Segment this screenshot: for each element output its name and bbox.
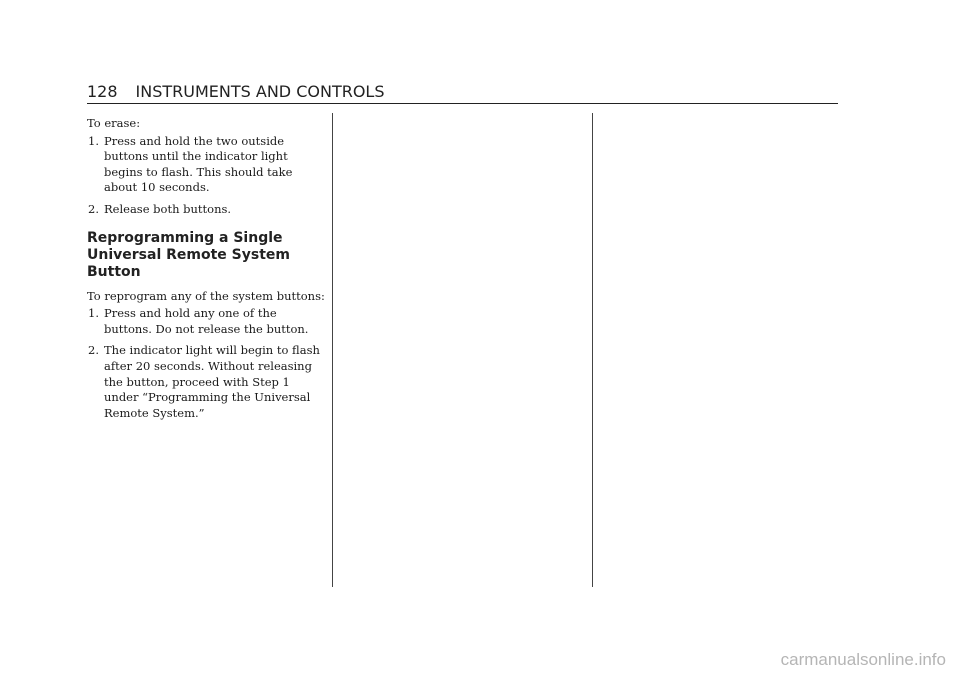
step-number: 2.	[88, 201, 99, 216]
list-item	[87, 343, 327, 421]
page-header	[87, 82, 838, 101]
step-text: Press and hold the two outside buttons until the indicator light begins to flash. This should take about 10 seconds.	[104, 133, 293, 195]
step-number: 1.	[88, 133, 99, 148]
list-item	[87, 306, 327, 337]
erase-steps	[87, 134, 327, 218]
page-number: 128	[87, 82, 118, 101]
step-text: Release both buttons.	[104, 201, 232, 216]
list-item	[87, 134, 327, 196]
step-number: 2.	[88, 343, 99, 358]
list-item	[87, 202, 327, 218]
left-column	[87, 116, 327, 427]
section-title: INSTRUMENTS AND CONTROLS	[135, 82, 385, 101]
column-divider-right	[592, 113, 593, 587]
column-divider-left	[332, 113, 333, 587]
header-rule	[87, 103, 838, 104]
step-text: The indicator light will begin to flash after 20 seconds. Without releasing the button, proceed with Step 1 under “Programming the Universal Remote System.”	[104, 343, 320, 420]
section-heading: Reprogramming a Single Universal Remote System Button	[87, 229, 290, 280]
reprogram-intro: To reprogram any of the system buttons:	[87, 288, 325, 303]
step-text: Press and hold any one of the buttons. Do not release the button.	[104, 306, 309, 336]
step-number: 1.	[88, 306, 99, 321]
reprogram-steps	[87, 306, 327, 421]
watermark: carmanualsonline.info	[780, 650, 946, 669]
erase-intro: To erase:	[87, 116, 141, 130]
